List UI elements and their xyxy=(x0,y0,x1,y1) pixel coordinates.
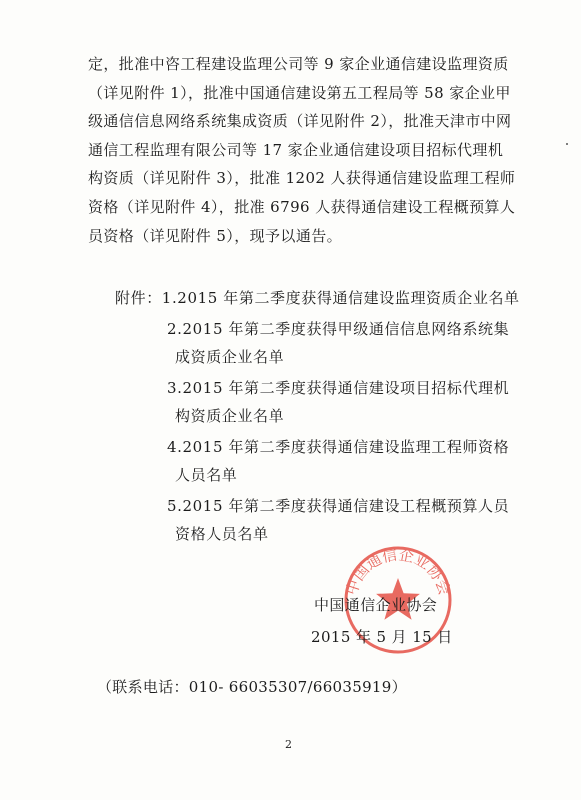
body-line: 通信工程监理有限公司等 17 家企业通信建设项目招标代理机 xyxy=(88,140,504,159)
attachment-item-5: 5.2015 年第二季度获得通信建设工程概预算人员 xyxy=(167,497,510,515)
attachment-item-4: 4.2015 年第二季度获得通信建设监理工程师资格 xyxy=(167,438,510,456)
signature-date: 2015 年 5 月 15 日 xyxy=(311,628,453,646)
attachment-item-1: 附件：1.2015 年第二季度获得通信建设监理资质企业名单 xyxy=(115,289,520,307)
attachment-item-3: 3.2015 年第二季度获得通信建设项目招标代理机 xyxy=(167,379,510,397)
contact-phone: （联系电话：010- 66035307/66035919） xyxy=(97,678,407,696)
signature-org: 中国通信企业协会 xyxy=(314,596,438,614)
body-line: 级通信信息网络系统集成资质（详见附件 2），批准天津市中网 xyxy=(88,112,512,131)
attachment-item-5-cont: 资格人员名单 xyxy=(175,525,269,543)
page-number: 2 xyxy=(285,738,292,751)
scan-speck xyxy=(566,143,568,145)
body-line: （详见附件 1），批准中国通信建设第五工程局等 58 家企业甲 xyxy=(88,83,511,102)
notice-body-paragraph xyxy=(88,50,520,250)
attachment-item-4-cont: 人员名单 xyxy=(175,466,238,484)
body-line: 定，批准中咨工程建设监理公司等 9 家企业通信建设监理资质 xyxy=(88,55,509,73)
body-line: 资格（详见附件 4），批准 6796 人获得通信建设工程概预算人 xyxy=(88,197,516,216)
seal-arc-text: 中国通信企业协会 xyxy=(342,545,454,598)
attachment-item-3-cont: 构资质企业名单 xyxy=(175,407,285,425)
body-line: 员资格（详见附件 5），现予以通告。 xyxy=(88,226,343,245)
body-line: 构资质（详见附件 3），批准 1202 人获得通信建设监理工程师 xyxy=(88,169,516,188)
attachment-item-2-cont: 成资质企业名单 xyxy=(175,348,285,366)
attachment-item-2: 2.2015 年第二季度获得甲级通信信息网络系统集 xyxy=(167,320,510,338)
